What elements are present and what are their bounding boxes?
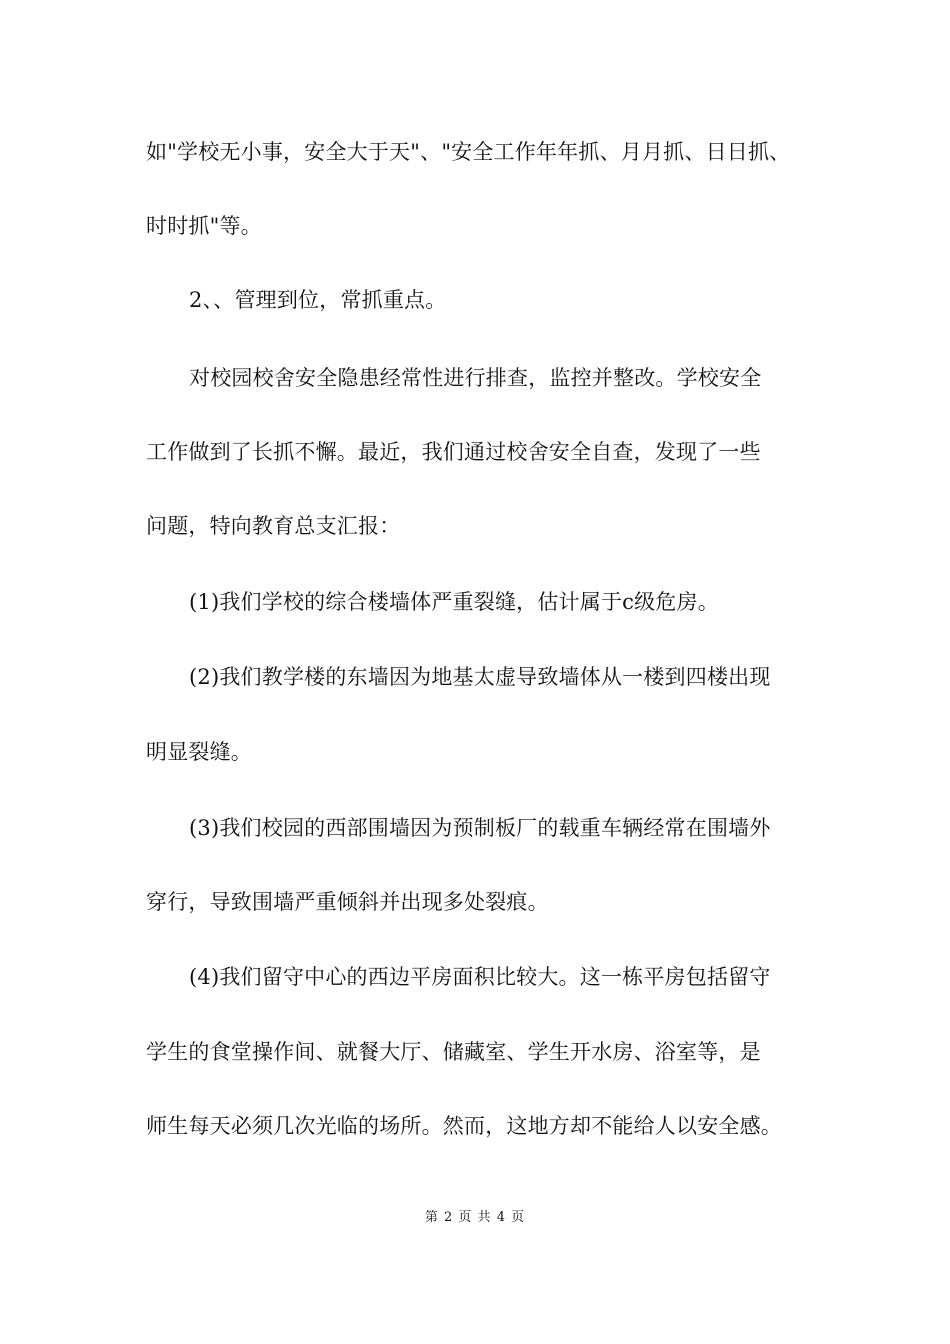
body-line-5: 工作做到了长抓不懈。最近，我们通过校舍安全自查，发现了一些 xyxy=(146,440,761,464)
body-line-6: 问题，特向教育总支汇报： xyxy=(146,514,401,538)
body-line-4: 对校园校舍安全隐患经常性进行排查，监控并整改。学校安全 xyxy=(189,366,762,390)
list-item-1: (1)我们学校的综合楼墙体严重裂缝，估计属于c级危房。 xyxy=(189,590,719,614)
list-item-3-cont: 穿行，导致围墙严重倾斜并出现多处裂痕。 xyxy=(146,890,549,914)
body-line-1: 如"学校无小事，安全大于天"、"安全工作年年抓、月月抓、日日抓、 xyxy=(146,140,791,164)
list-item-4: (4)我们留守中心的西边平房面积比较大。这一栋平房包括留守 xyxy=(189,965,771,989)
page-number-footer: 第 2 页 共 4 页 xyxy=(424,1210,526,1225)
list-item-2-cont: 明显裂缝。 xyxy=(146,740,252,764)
list-item-2: (2)我们教学楼的东墙因为地基太虚导致墙体从一楼到四楼出现 xyxy=(189,665,771,689)
list-item-4-cont-1: 学生的食堂操作间、就餐大厅、储藏室、学生开水房、浴室等，是 xyxy=(146,1040,761,1064)
body-line-2: 时时抓"等。 xyxy=(146,214,262,238)
section-heading: 2、、管理到位，常抓重点。 xyxy=(189,288,447,312)
list-item-3: (3)我们校园的西部围墙因为预制板厂的载重车辆经常在围墙外 xyxy=(189,816,771,840)
list-item-4-cont-2: 师生每天必须几次光临的场所。然而，这地方却不能给人以安全感。 xyxy=(146,1114,782,1138)
